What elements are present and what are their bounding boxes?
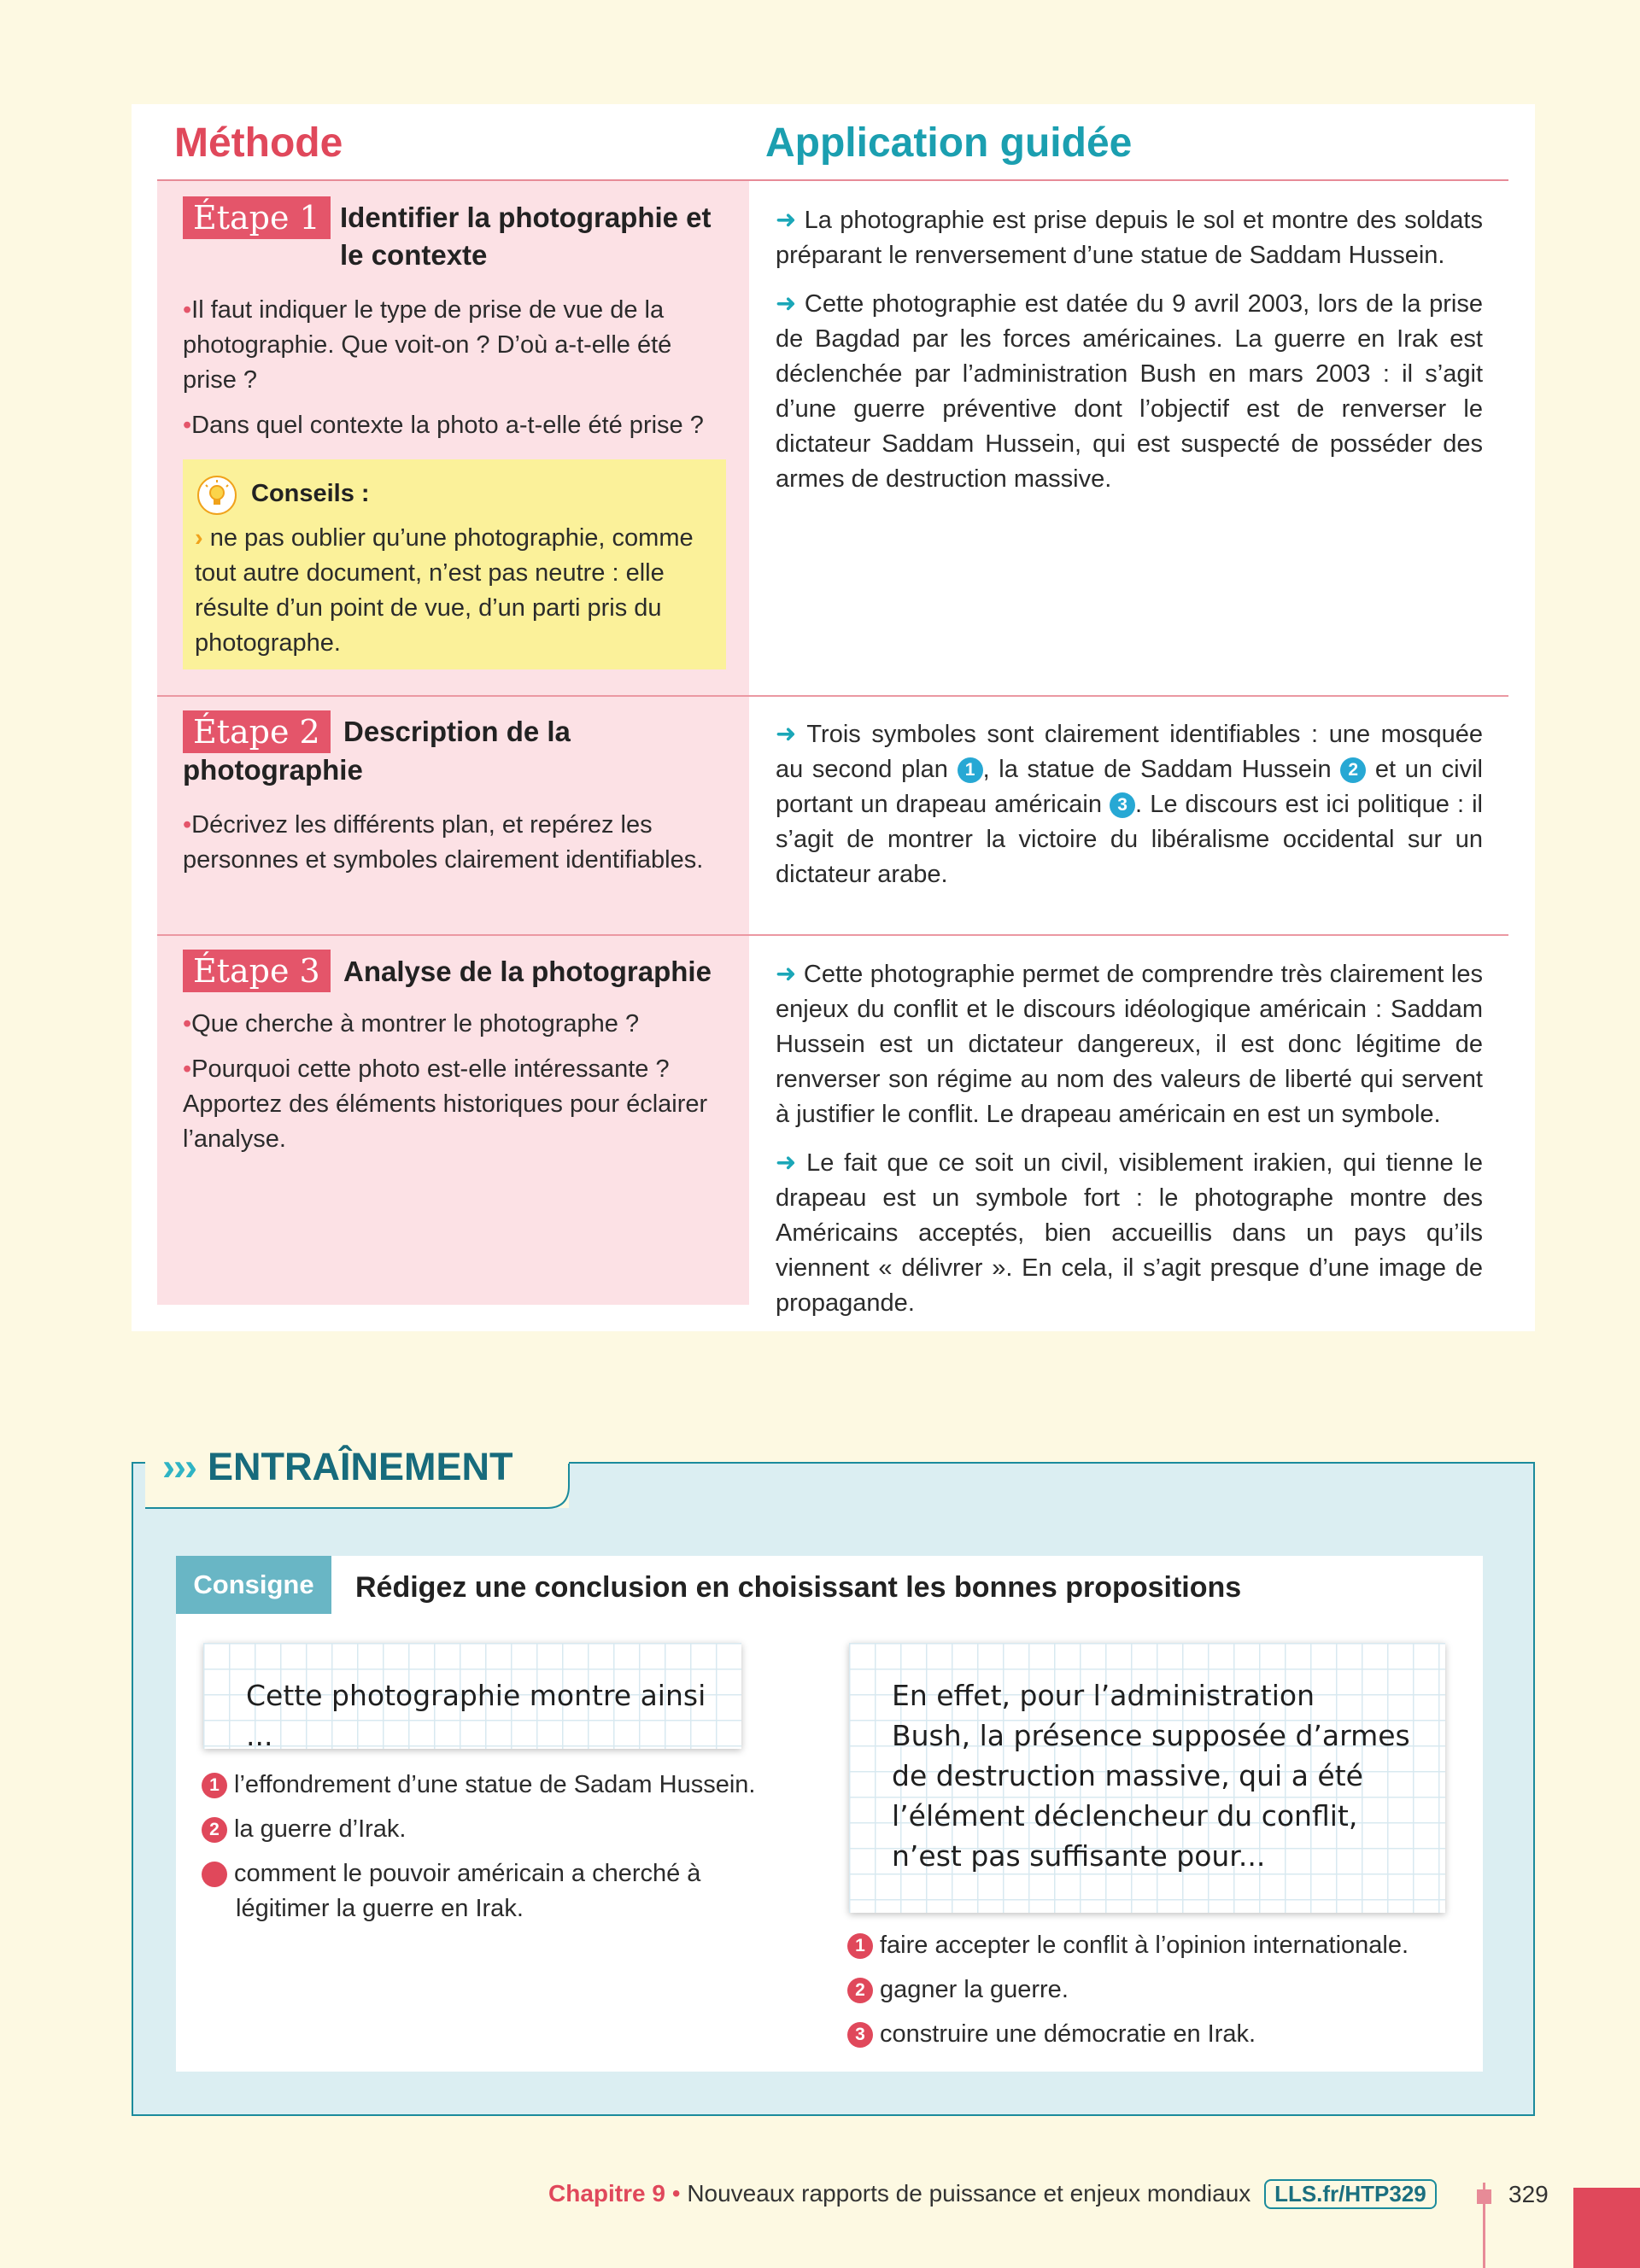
step1-application: ➜ Cette photographie est datée du 9 avril 2003, lors de la prise de Bagdad par les forces américaines. La guerre en Irak est déclenchée par l’administration Bush en mars 2003 : il s’agit d’une guerre préventive dont l’objectif est de renverser le dictateur Saddam Hussein, qui est suspecté de posséder des armes de destruction massive.	[776, 290, 1483, 493]
marker-2: 2	[1340, 757, 1366, 783]
note-card-2	[849, 1643, 1445, 1913]
conseils-text: › ne pas oublier qu’une photographie, comme tout autre document, n’est pas neutre : elle résulte d’un point de vue, d’un parti pris du photographe.	[195, 524, 694, 657]
step1-title-line1: Identifier la photographie et	[340, 202, 712, 233]
chapter-label: Chapitre 9	[548, 2180, 665, 2207]
chapter-subject: Nouveaux rapports de puissance et enjeux mondiaux	[687, 2180, 1251, 2207]
entrainement-title: ››› ENTRAÎNEMENT	[162, 1445, 513, 1488]
consigne-label: Consigne	[176, 1556, 331, 1614]
arrow-right-icon: ➜	[776, 1149, 797, 1177]
chevron-right-icon: ›	[195, 524, 203, 552]
consigne-text: Rédigez une conclusion en choisissant les bonnes propositions	[355, 1571, 1242, 1604]
step1-bullet: •Il faut indiquer le type de prise de vue de la photographie. Que voit-on ? D’où a-t-elle été prise ?	[183, 296, 672, 394]
step3-bullet: •Pourquoi cette photo est-elle intéressante ? Apportez des éléments historiques pour éclairer l’analyse.	[183, 1055, 708, 1153]
note1-option[interactable]: 3 comment le pouvoir américain a cherché à légitimer la guerre en Irak.	[192, 1860, 701, 1922]
note1-option[interactable]: 1 l’effondrement d’une statue de Sadam Hussein.	[202, 1768, 782, 1803]
method-heading: Méthode	[174, 120, 343, 166]
note2-text: En effet, pour l’administration Bush, la présence supposée d’armes de destruction massive, qui a été l’élément déclencheur du conflit, n’est pas suffisante pour...	[892, 1679, 1410, 1873]
row-divider	[157, 695, 1508, 697]
step3-application: ➜ Cette photographie permet de comprendre très clairement les enjeux du conflit et le discours idéologique américain : Saddam Hussein est un dictateur dangereux, il est donc légitime de renverser son régime au nom des valeurs de liberté qui servent à justifier le conflit. Le drapeau américain en est un symbole.	[776, 961, 1483, 1128]
conseils-title: Conseils :	[251, 480, 370, 507]
note1-option[interactable]: 2 la guerre d’Irak.	[202, 1812, 782, 1847]
marker-1: 1	[958, 757, 983, 783]
step1-badge: Étape 1	[183, 196, 331, 239]
marker-3: 3	[1110, 792, 1135, 818]
triple-chevron-icon: ›››	[162, 1445, 196, 1488]
step2-bullet: •Décrivez les différents plan, et repérez les personnes et symboles clairement identifiables.	[183, 811, 704, 874]
note1-text: Cette photographie montre ainsi ...	[246, 1679, 706, 1752]
note2-option[interactable]: 3 construire une démocratie en Irak.	[847, 2017, 1462, 2052]
step3-title: Analyse de la photographie	[343, 956, 712, 987]
step3-application: ➜ Le fait que ce soit un civil, visiblement irakien, qui tienne le drapeau est un symbole fort : le photographe montre des Américains acceptés, bien accueillis dans un pays qu’ils viennent « délivrer ». En cela, il s’agit presque d’une image de propagande.	[776, 1149, 1483, 1317]
note2-option[interactable]: 1 faire accepter le conflit à l’opinion internationale.	[847, 1928, 1462, 1963]
lightbulb-icon	[196, 475, 237, 516]
page-number: 329	[1508, 2181, 1549, 2207]
step2-title-line2: photographie	[183, 754, 363, 786]
row-divider	[157, 934, 1508, 936]
conseils-box	[183, 459, 726, 669]
step3-bullet: •Que cherche à montrer le photographe ?	[183, 1010, 640, 1038]
step2-badge: Étape 2	[183, 710, 331, 753]
step1-bullet: •Dans quel contexte la photo a-t-elle été prise ?	[183, 412, 704, 439]
arrow-right-icon: ➜	[776, 290, 797, 318]
page-marker-square	[1477, 2189, 1491, 2204]
arrow-right-icon: ➜	[776, 207, 797, 234]
application-heading: Application guidée	[765, 120, 1133, 166]
step1-application: ➜ La photographie est prise depuis le sol et montre des soldats préparant le renversement d’une statue de Saddam Hussein.	[776, 207, 1483, 269]
arrow-right-icon: ➜	[776, 961, 797, 988]
page-footer: Chapitre 9 • Nouveaux rapports de puissance et enjeux mondiaux LLS.fr/HTP329	[548, 2179, 1437, 2209]
step2-title-line1: Description de la	[343, 716, 571, 747]
arrow-right-icon: ➜	[776, 721, 797, 748]
step1-title-line2: le contexte	[340, 239, 488, 271]
note2-option[interactable]: 2 gagner la guerre.	[847, 1973, 1462, 2008]
note-card-1	[203, 1643, 741, 1752]
footer-link[interactable]: LLS.fr/HTP329	[1264, 2179, 1437, 2209]
step3-badge: Étape 3	[183, 950, 331, 992]
step2-application: ➜ Trois symboles sont clairement identifiables : une mosquée au second plan 1 , la statue de Saddam Hussein 2 et un civil portant un drapeau américain 3 . Le discours est ici politique : il s’agit de montrer la victoire du libéralisme occidental sur un dictateur arabe.	[776, 721, 1483, 888]
page-corner-block	[1573, 2188, 1640, 2268]
